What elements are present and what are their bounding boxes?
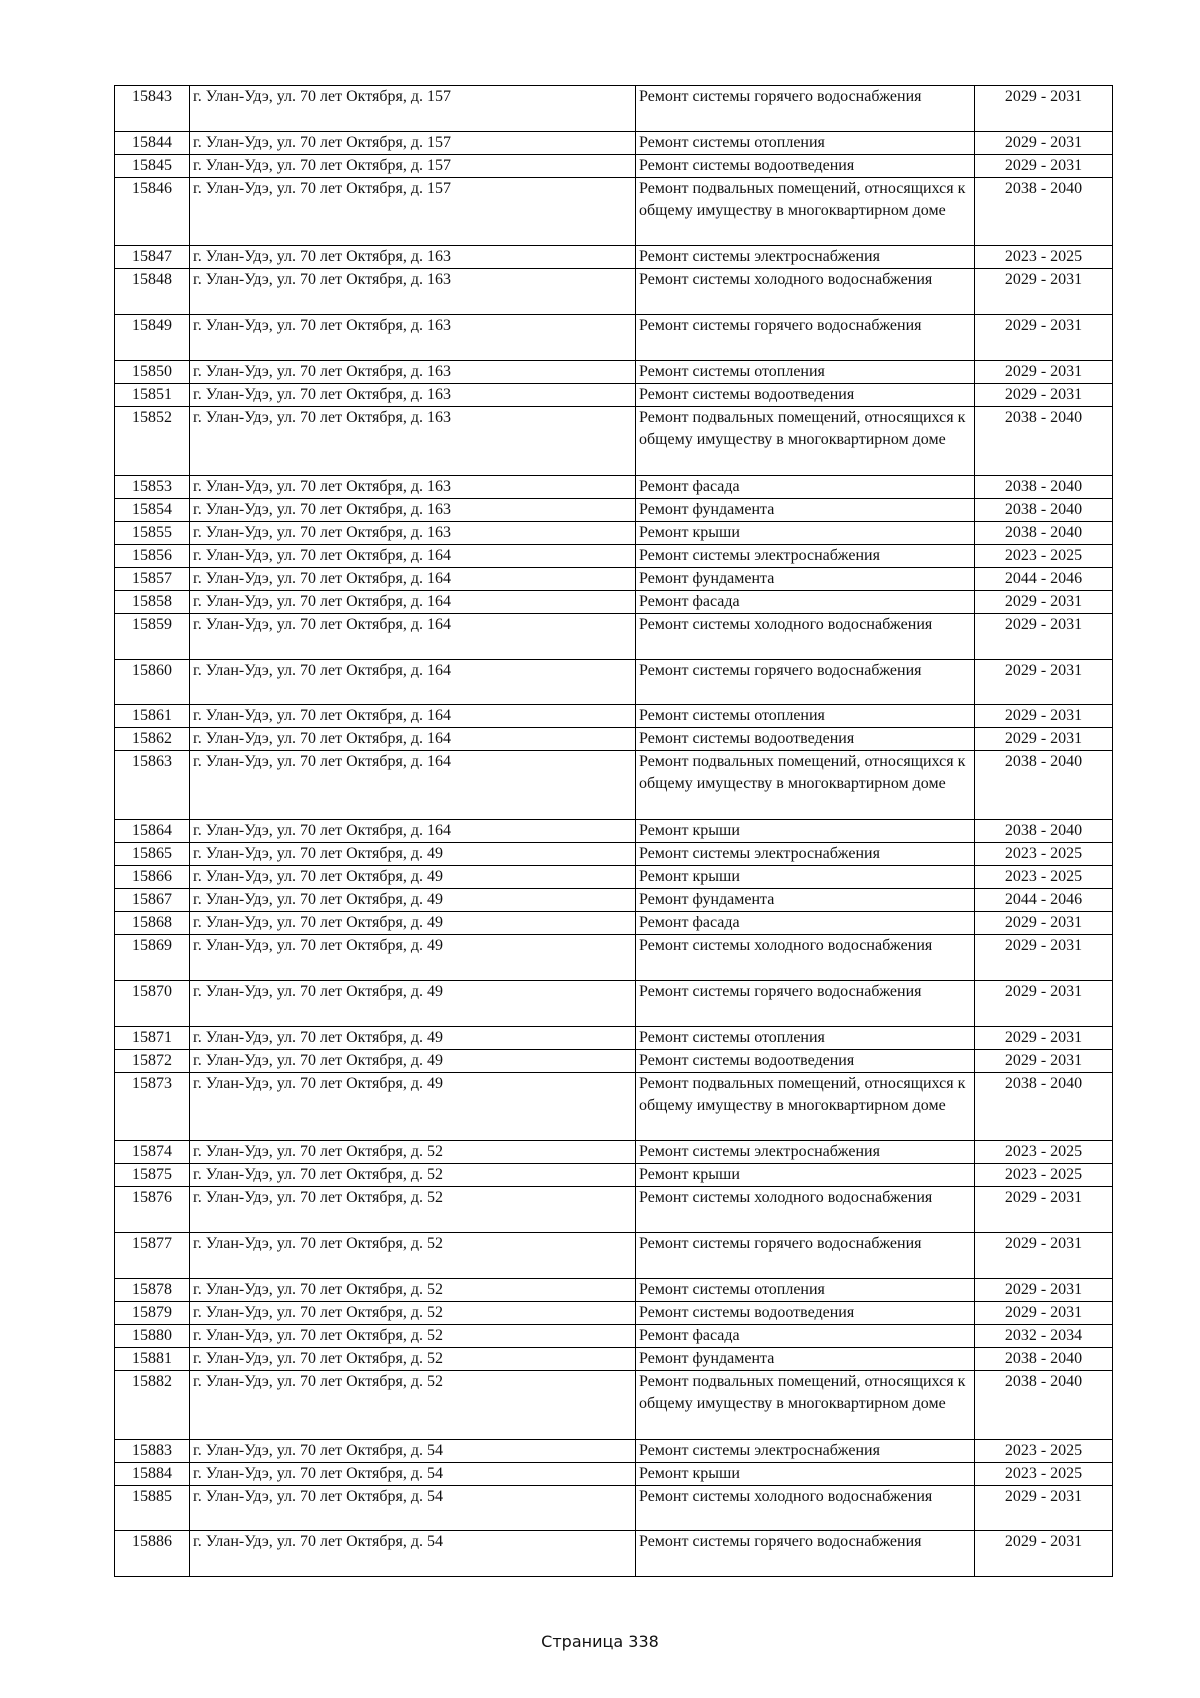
work-type-cell: Ремонт системы отопления — [636, 361, 975, 384]
address-cell: г. Улан-Удэ, ул. 70 лет Октября, д. 163 — [190, 521, 636, 544]
work-type-cell: Ремонт системы водоотведения — [636, 1301, 975, 1324]
period-cell: 2029 - 2031 — [975, 361, 1113, 384]
work-type-cell: Ремонт системы отопления — [636, 705, 975, 728]
work-type-cell: Ремонт системы холодного водоснабжения — [636, 613, 975, 659]
table-row — [115, 590, 1113, 613]
work-type-cell: Ремонт системы холодного водоснабжения — [636, 1485, 975, 1531]
address-cell: г. Улан-Удэ, ул. 70 лет Октября, д. 54 — [190, 1462, 636, 1485]
period-cell: 2023 - 2025 — [975, 246, 1113, 269]
work-type-cell: Ремонт системы водоотведения — [636, 728, 975, 751]
table-row — [115, 1485, 1113, 1531]
table-row — [115, 131, 1113, 154]
work-type-cell: Ремонт системы электроснабжения — [636, 1141, 975, 1164]
row-number-cell: 15863 — [115, 751, 190, 820]
table-row — [115, 728, 1113, 751]
address-cell: г. Улан-Удэ, ул. 70 лет Октября, д. 164 — [190, 820, 636, 843]
work-type-cell: Ремонт системы электроснабжения — [636, 1439, 975, 1462]
row-number-cell: 15876 — [115, 1187, 190, 1233]
period-cell: 2029 - 2031 — [975, 1187, 1113, 1233]
address-cell: г. Улан-Удэ, ул. 70 лет Октября, д. 52 — [190, 1301, 636, 1324]
table-row — [115, 521, 1113, 544]
address-cell: г. Улан-Удэ, ул. 70 лет Октября, д. 163 — [190, 475, 636, 498]
row-number-cell: 15862 — [115, 728, 190, 751]
table-row — [115, 613, 1113, 659]
table-row — [115, 1233, 1113, 1279]
table-row — [115, 1072, 1113, 1141]
table-row — [115, 1347, 1113, 1370]
work-type-cell: Ремонт системы холодного водоснабжения — [636, 269, 975, 315]
table-row — [115, 567, 1113, 590]
row-number-cell: 15875 — [115, 1164, 190, 1187]
work-type-cell: Ремонт системы отопления — [636, 1026, 975, 1049]
work-type-cell: Ремонт фасада — [636, 912, 975, 935]
work-type-cell: Ремонт фасада — [636, 475, 975, 498]
address-cell: г. Улан-Удэ, ул. 70 лет Октября, д. 164 — [190, 544, 636, 567]
table-row — [115, 866, 1113, 889]
table-row — [115, 86, 1113, 132]
table-row — [115, 843, 1113, 866]
row-number-cell: 15874 — [115, 1141, 190, 1164]
work-type-cell: Ремонт фундамента — [636, 889, 975, 912]
work-type-cell: Ремонт фундамента — [636, 567, 975, 590]
row-number-cell: 15878 — [115, 1278, 190, 1301]
address-cell: г. Улан-Удэ, ул. 70 лет Октября, д. 52 — [190, 1347, 636, 1370]
row-number-cell: 15884 — [115, 1462, 190, 1485]
work-type-cell: Ремонт подвальных помещений, относящихся к общему имуществу в многоквартирном доме — [636, 751, 975, 820]
table-row — [115, 154, 1113, 177]
work-type-cell: Ремонт фасада — [636, 590, 975, 613]
period-cell: 2029 - 2031 — [975, 912, 1113, 935]
period-cell: 2029 - 2031 — [975, 980, 1113, 1026]
address-cell: г. Улан-Удэ, ул. 70 лет Октября, д. 49 — [190, 1072, 636, 1141]
work-type-cell: Ремонт системы отопления — [636, 1278, 975, 1301]
period-cell: 2023 - 2025 — [975, 1462, 1113, 1485]
table-row — [115, 1531, 1113, 1577]
address-cell: г. Улан-Удэ, ул. 70 лет Октября, д. 52 — [190, 1187, 636, 1233]
row-number-cell: 15877 — [115, 1233, 190, 1279]
address-cell: г. Улан-Удэ, ул. 70 лет Октября, д. 163 — [190, 384, 636, 407]
row-number-cell: 15857 — [115, 567, 190, 590]
row-number-cell: 15851 — [115, 384, 190, 407]
work-type-cell: Ремонт фасада — [636, 1324, 975, 1347]
address-cell: г. Улан-Удэ, ул. 70 лет Октября, д. 164 — [190, 567, 636, 590]
table-body — [115, 86, 1113, 1577]
address-cell: г. Улан-Удэ, ул. 70 лет Октября, д. 163 — [190, 361, 636, 384]
period-cell: 2029 - 2031 — [975, 154, 1113, 177]
table-row — [115, 705, 1113, 728]
work-type-cell: Ремонт крыши — [636, 521, 975, 544]
work-type-cell: Ремонт подвальных помещений, относящихся к общему имуществу в многоквартирном доме — [636, 1370, 975, 1439]
table-row — [115, 498, 1113, 521]
work-type-cell: Ремонт фундамента — [636, 498, 975, 521]
period-cell: 2038 - 2040 — [975, 1072, 1113, 1141]
address-cell: г. Улан-Удэ, ул. 70 лет Октября, д. 52 — [190, 1141, 636, 1164]
row-number-cell: 15881 — [115, 1347, 190, 1370]
address-cell: г. Улан-Удэ, ул. 70 лет Октября, д. 49 — [190, 1049, 636, 1072]
row-number-cell: 15849 — [115, 315, 190, 361]
table-row — [115, 1324, 1113, 1347]
address-cell: г. Улан-Удэ, ул. 70 лет Октября, д. 163 — [190, 407, 636, 476]
table-row — [115, 384, 1113, 407]
period-cell: 2029 - 2031 — [975, 1301, 1113, 1324]
row-number-cell: 15870 — [115, 980, 190, 1026]
table-row — [115, 1439, 1113, 1462]
address-cell: г. Улан-Удэ, ул. 70 лет Октября, д. 164 — [190, 590, 636, 613]
row-number-cell: 15843 — [115, 86, 190, 132]
address-cell: г. Улан-Удэ, ул. 70 лет Октября, д. 49 — [190, 912, 636, 935]
address-cell: г. Улан-Удэ, ул. 70 лет Октября, д. 54 — [190, 1439, 636, 1462]
table-row — [115, 980, 1113, 1026]
period-cell: 2023 - 2025 — [975, 1439, 1113, 1462]
work-type-cell: Ремонт системы электроснабжения — [636, 544, 975, 567]
table-row — [115, 751, 1113, 820]
address-cell: г. Улан-Удэ, ул. 70 лет Октября, д. 49 — [190, 980, 636, 1026]
row-number-cell: 15864 — [115, 820, 190, 843]
address-cell: г. Улан-Удэ, ул. 70 лет Октября, д. 49 — [190, 889, 636, 912]
work-type-cell: Ремонт системы холодного водоснабжения — [636, 935, 975, 981]
period-cell: 2029 - 2031 — [975, 613, 1113, 659]
period-cell: 2029 - 2031 — [975, 590, 1113, 613]
address-cell: г. Улан-Удэ, ул. 70 лет Октября, д. 52 — [190, 1324, 636, 1347]
work-type-cell: Ремонт системы горячего водоснабжения — [636, 659, 975, 705]
row-number-cell: 15886 — [115, 1531, 190, 1577]
table-row — [115, 361, 1113, 384]
address-cell: г. Улан-Удэ, ул. 70 лет Октября, д. 163 — [190, 269, 636, 315]
row-number-cell: 15847 — [115, 246, 190, 269]
period-cell: 2038 - 2040 — [975, 521, 1113, 544]
row-number-cell: 15855 — [115, 521, 190, 544]
address-cell: г. Улан-Удэ, ул. 70 лет Октября, д. 163 — [190, 246, 636, 269]
table-row — [115, 1049, 1113, 1072]
row-number-cell: 15844 — [115, 131, 190, 154]
address-cell: г. Улан-Удэ, ул. 70 лет Октября, д. 163 — [190, 315, 636, 361]
address-cell: г. Улан-Удэ, ул. 70 лет Октября, д. 52 — [190, 1370, 636, 1439]
period-cell: 2038 - 2040 — [975, 475, 1113, 498]
address-cell: г. Улан-Удэ, ул. 70 лет Октября, д. 163 — [190, 498, 636, 521]
address-cell: г. Улан-Удэ, ул. 70 лет Октября, д. 157 — [190, 154, 636, 177]
table-row — [115, 246, 1113, 269]
table-row — [115, 1370, 1113, 1439]
row-number-cell: 15853 — [115, 475, 190, 498]
work-type-cell: Ремонт системы горячего водоснабжения — [636, 315, 975, 361]
table-row — [115, 269, 1113, 315]
period-cell: 2038 - 2040 — [975, 1347, 1113, 1370]
table-row — [115, 1301, 1113, 1324]
period-cell: 2023 - 2025 — [975, 1164, 1113, 1187]
row-number-cell: 15845 — [115, 154, 190, 177]
row-number-cell: 15858 — [115, 590, 190, 613]
period-cell: 2023 - 2025 — [975, 544, 1113, 567]
work-type-cell: Ремонт подвальных помещений, относящихся к общему имуществу в многоквартирном доме — [636, 407, 975, 476]
work-type-cell: Ремонт системы водоотведения — [636, 1049, 975, 1072]
table-row — [115, 177, 1113, 246]
period-cell: 2029 - 2031 — [975, 384, 1113, 407]
row-number-cell: 15869 — [115, 935, 190, 981]
row-number-cell: 15854 — [115, 498, 190, 521]
table-row — [115, 820, 1113, 843]
table-row — [115, 1141, 1113, 1164]
row-number-cell: 15879 — [115, 1301, 190, 1324]
address-cell: г. Улан-Удэ, ул. 70 лет Октября, д. 52 — [190, 1233, 636, 1279]
period-cell: 2029 - 2031 — [975, 1026, 1113, 1049]
period-cell: 2023 - 2025 — [975, 1141, 1113, 1164]
period-cell: 2038 - 2040 — [975, 498, 1113, 521]
period-cell: 2029 - 2031 — [975, 935, 1113, 981]
address-cell: г. Улан-Удэ, ул. 70 лет Октября, д. 52 — [190, 1164, 636, 1187]
row-number-cell: 15867 — [115, 889, 190, 912]
address-cell: г. Улан-Удэ, ул. 70 лет Октября, д. 54 — [190, 1485, 636, 1531]
period-cell: 2038 - 2040 — [975, 751, 1113, 820]
address-cell: г. Улан-Удэ, ул. 70 лет Октября, д. 52 — [190, 1278, 636, 1301]
work-type-cell: Ремонт крыши — [636, 1462, 975, 1485]
table-row — [115, 407, 1113, 476]
work-type-cell: Ремонт крыши — [636, 1164, 975, 1187]
row-number-cell: 15885 — [115, 1485, 190, 1531]
address-cell: г. Улан-Удэ, ул. 70 лет Октября, д. 157 — [190, 177, 636, 246]
period-cell: 2038 - 2040 — [975, 407, 1113, 476]
row-number-cell: 15856 — [115, 544, 190, 567]
row-number-cell: 15882 — [115, 1370, 190, 1439]
work-type-cell: Ремонт подвальных помещений, относящихся к общему имуществу в многоквартирном доме — [636, 177, 975, 246]
table-row — [115, 1278, 1113, 1301]
row-number-cell: 15883 — [115, 1439, 190, 1462]
period-cell: 2038 - 2040 — [975, 1370, 1113, 1439]
row-number-cell: 15850 — [115, 361, 190, 384]
address-cell: г. Улан-Удэ, ул. 70 лет Октября, д. 164 — [190, 751, 636, 820]
table-row — [115, 1026, 1113, 1049]
period-cell: 2029 - 2031 — [975, 1485, 1113, 1531]
address-cell: г. Улан-Удэ, ул. 70 лет Октября, д. 49 — [190, 1026, 636, 1049]
address-cell: г. Улан-Удэ, ул. 70 лет Октября, д. 54 — [190, 1531, 636, 1577]
work-type-cell: Ремонт системы водоотведения — [636, 154, 975, 177]
row-number-cell: 15846 — [115, 177, 190, 246]
row-number-cell: 15868 — [115, 912, 190, 935]
work-type-cell: Ремонт системы холодного водоснабжения — [636, 1187, 975, 1233]
work-type-cell: Ремонт системы горячего водоснабжения — [636, 1531, 975, 1577]
work-type-cell: Ремонт системы горячего водоснабжения — [636, 86, 975, 132]
table-row — [115, 1164, 1113, 1187]
row-number-cell: 15859 — [115, 613, 190, 659]
table-row — [115, 544, 1113, 567]
work-type-cell: Ремонт крыши — [636, 866, 975, 889]
period-cell: 2029 - 2031 — [975, 728, 1113, 751]
period-cell: 2029 - 2031 — [975, 705, 1113, 728]
period-cell: 2023 - 2025 — [975, 866, 1113, 889]
address-cell: г. Улан-Удэ, ул. 70 лет Октября, д. 164 — [190, 613, 636, 659]
table-row — [115, 475, 1113, 498]
row-number-cell: 15852 — [115, 407, 190, 476]
row-number-cell: 15848 — [115, 269, 190, 315]
address-cell: г. Улан-Удэ, ул. 70 лет Октября, д. 157 — [190, 131, 636, 154]
address-cell: г. Улан-Удэ, ул. 70 лет Октября, д. 49 — [190, 843, 636, 866]
address-cell: г. Улан-Удэ, ул. 70 лет Октября, д. 164 — [190, 659, 636, 705]
period-cell: 2029 - 2031 — [975, 315, 1113, 361]
address-cell: г. Улан-Удэ, ул. 70 лет Октября, д. 164 — [190, 728, 636, 751]
period-cell: 2044 - 2046 — [975, 567, 1113, 590]
address-cell: г. Улан-Удэ, ул. 70 лет Октября, д. 49 — [190, 866, 636, 889]
period-cell: 2029 - 2031 — [975, 1233, 1113, 1279]
work-type-cell: Ремонт крыши — [636, 820, 975, 843]
table-row — [115, 1462, 1113, 1485]
table-row — [115, 912, 1113, 935]
address-cell: г. Улан-Удэ, ул. 70 лет Октября, д. 157 — [190, 86, 636, 132]
row-number-cell: 15872 — [115, 1049, 190, 1072]
period-cell: 2038 - 2040 — [975, 820, 1113, 843]
work-type-cell: Ремонт системы электроснабжения — [636, 843, 975, 866]
page-number: Страница 338 — [541, 1632, 659, 1651]
work-type-cell: Ремонт системы водоотведения — [636, 384, 975, 407]
table-row — [115, 1187, 1113, 1233]
period-cell: 2029 - 2031 — [975, 1531, 1113, 1577]
row-number-cell: 15865 — [115, 843, 190, 866]
work-type-cell: Ремонт системы электроснабжения — [636, 246, 975, 269]
work-type-cell: Ремонт системы отопления — [636, 131, 975, 154]
period-cell: 2029 - 2031 — [975, 131, 1113, 154]
work-type-cell: Ремонт системы горячего водоснабжения — [636, 980, 975, 1026]
period-cell: 2029 - 2031 — [975, 659, 1113, 705]
period-cell: 2038 - 2040 — [975, 177, 1113, 246]
address-cell: г. Улан-Удэ, ул. 70 лет Октября, д. 49 — [190, 935, 636, 981]
work-type-cell: Ремонт системы горячего водоснабжения — [636, 1233, 975, 1279]
period-cell: 2029 - 2031 — [975, 86, 1113, 132]
row-number-cell: 15880 — [115, 1324, 190, 1347]
period-cell: 2032 - 2034 — [975, 1324, 1113, 1347]
period-cell: 2029 - 2031 — [975, 1049, 1113, 1072]
row-number-cell: 15871 — [115, 1026, 190, 1049]
period-cell: 2029 - 2031 — [975, 1278, 1113, 1301]
row-number-cell: 15873 — [115, 1072, 190, 1141]
period-cell: 2044 - 2046 — [975, 889, 1113, 912]
row-number-cell: 15860 — [115, 659, 190, 705]
table-row — [115, 935, 1113, 981]
row-number-cell: 15861 — [115, 705, 190, 728]
period-cell: 2029 - 2031 — [975, 269, 1113, 315]
table-row — [115, 889, 1113, 912]
table-row — [115, 659, 1113, 705]
repair-schedule-table — [114, 85, 1113, 1577]
work-type-cell: Ремонт подвальных помещений, относящихся к общему имуществу в многоквартирном доме — [636, 1072, 975, 1141]
work-type-cell: Ремонт фундамента — [636, 1347, 975, 1370]
row-number-cell: 15866 — [115, 866, 190, 889]
table-row — [115, 315, 1113, 361]
address-cell: г. Улан-Удэ, ул. 70 лет Октября, д. 164 — [190, 705, 636, 728]
period-cell: 2023 - 2025 — [975, 843, 1113, 866]
